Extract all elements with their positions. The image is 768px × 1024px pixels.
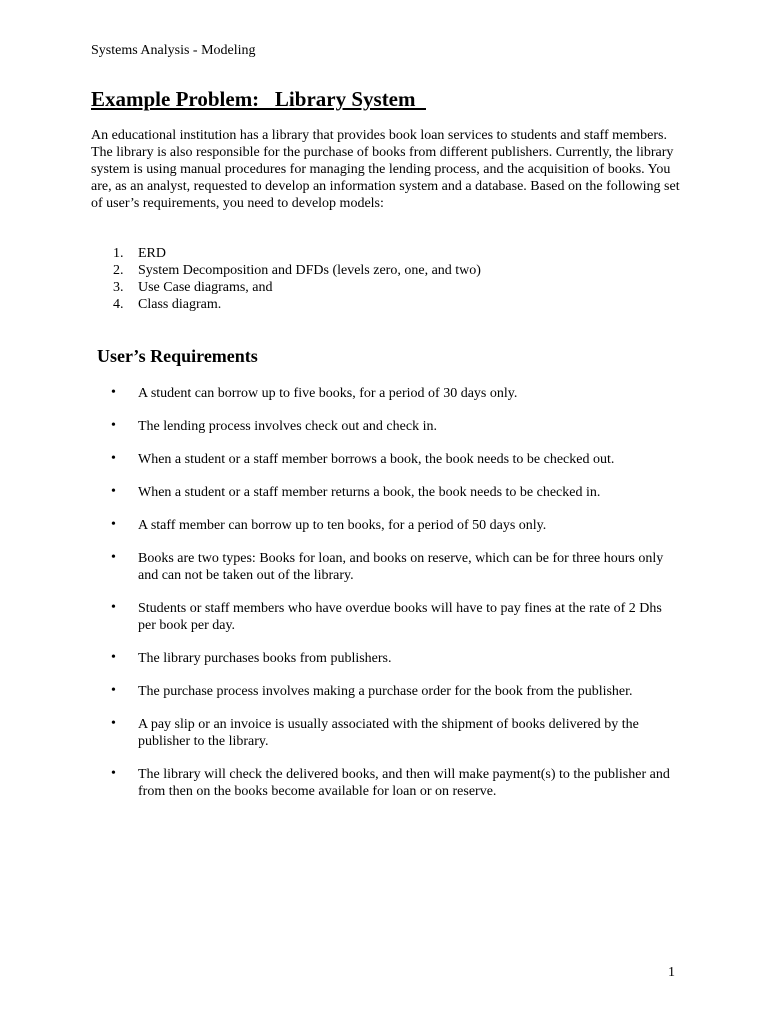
requirement-text: The library purchases books from publishers.: [138, 651, 392, 666]
requirement-text: A pay slip or an invoice is usually associated with the shipment of books delivered by the publisher to the library.: [138, 717, 639, 749]
list-item-text: Use Case diagrams, and: [138, 280, 273, 295]
requirement-text: Books are two types: Books for loan, and books on reserve, which can be for three hours only and can not be taken out of the library.: [138, 551, 664, 583]
requirement-text: The purchase process involves making a purchase order for the book from the publisher.: [138, 684, 633, 699]
requirement-item: [91, 550, 681, 584]
requirement-item: [91, 600, 681, 634]
requirement-item: [91, 451, 681, 468]
requirements-list: [91, 385, 681, 816]
bullet-icon: •: [111, 683, 116, 698]
list-item: [91, 262, 651, 279]
intro-paragraph: An educational institution has a library that provides book loan services to students and staff members. The library is also responsible for the purchase of books from different publishers. Currently, the library system is using manual procedures for managing the lending process, and the acquisition of books. You are, as an analyst, requested to develop an information system and a database. Based on the following set of user’s requirements, you need to develop models:: [91, 128, 680, 211]
bullet-icon: •: [111, 550, 116, 565]
list-item: [91, 296, 651, 313]
requirement-text: The library will check the delivered books, and then will make payment(s) to the publisher and from then on the books become available for loan or on reserve.: [138, 767, 670, 799]
requirement-item: [91, 517, 681, 534]
list-number: 1.: [113, 246, 124, 261]
section-heading-requirements: User’s Requirements: [97, 346, 258, 366]
page-number: 1: [668, 965, 675, 980]
bullet-icon: •: [111, 385, 116, 400]
running-header: Systems Analysis - Modeling: [91, 43, 256, 58]
bullet-icon: •: [111, 766, 116, 781]
models-list: [91, 245, 651, 313]
list-number: 4.: [113, 297, 124, 312]
requirement-item: [91, 766, 681, 800]
list-item-text: System Decomposition and DFDs (levels zero, one, and two): [138, 263, 481, 278]
bullet-icon: •: [111, 716, 116, 731]
requirement-text: When a student or a staff member returns a book, the book needs to be checked in.: [138, 485, 601, 500]
requirement-item: [91, 683, 681, 700]
requirement-text: Students or staff members who have overdue books will have to pay fines at the rate of 2 Dhs per book per day.: [138, 601, 662, 633]
requirement-item: [91, 650, 681, 667]
requirement-item: [91, 418, 681, 435]
list-item: [91, 245, 651, 262]
bullet-icon: •: [111, 484, 116, 499]
bullet-icon: •: [111, 650, 116, 665]
bullet-icon: •: [111, 517, 116, 532]
bullet-icon: •: [111, 600, 116, 615]
document-title: Example Problem: Library System: [91, 87, 426, 111]
requirement-text: When a student or a staff member borrows a book, the book needs to be checked out.: [138, 452, 615, 467]
requirement-text: A student can borrow up to five books, for a period of 30 days only.: [138, 386, 518, 401]
list-item: [91, 279, 651, 296]
list-number: 2.: [113, 263, 124, 278]
requirement-item: [91, 484, 681, 501]
requirement-item: [91, 716, 681, 750]
requirement-text: The lending process involves check out and check in.: [138, 419, 437, 434]
list-item-text: Class diagram.: [138, 297, 222, 312]
bullet-icon: •: [111, 451, 116, 466]
list-item-text: ERD: [138, 246, 166, 261]
requirement-text: A staff member can borrow up to ten books, for a period of 50 days only.: [138, 518, 547, 533]
bullet-icon: •: [111, 418, 116, 433]
list-number: 3.: [113, 280, 124, 295]
requirement-item: [91, 385, 681, 402]
